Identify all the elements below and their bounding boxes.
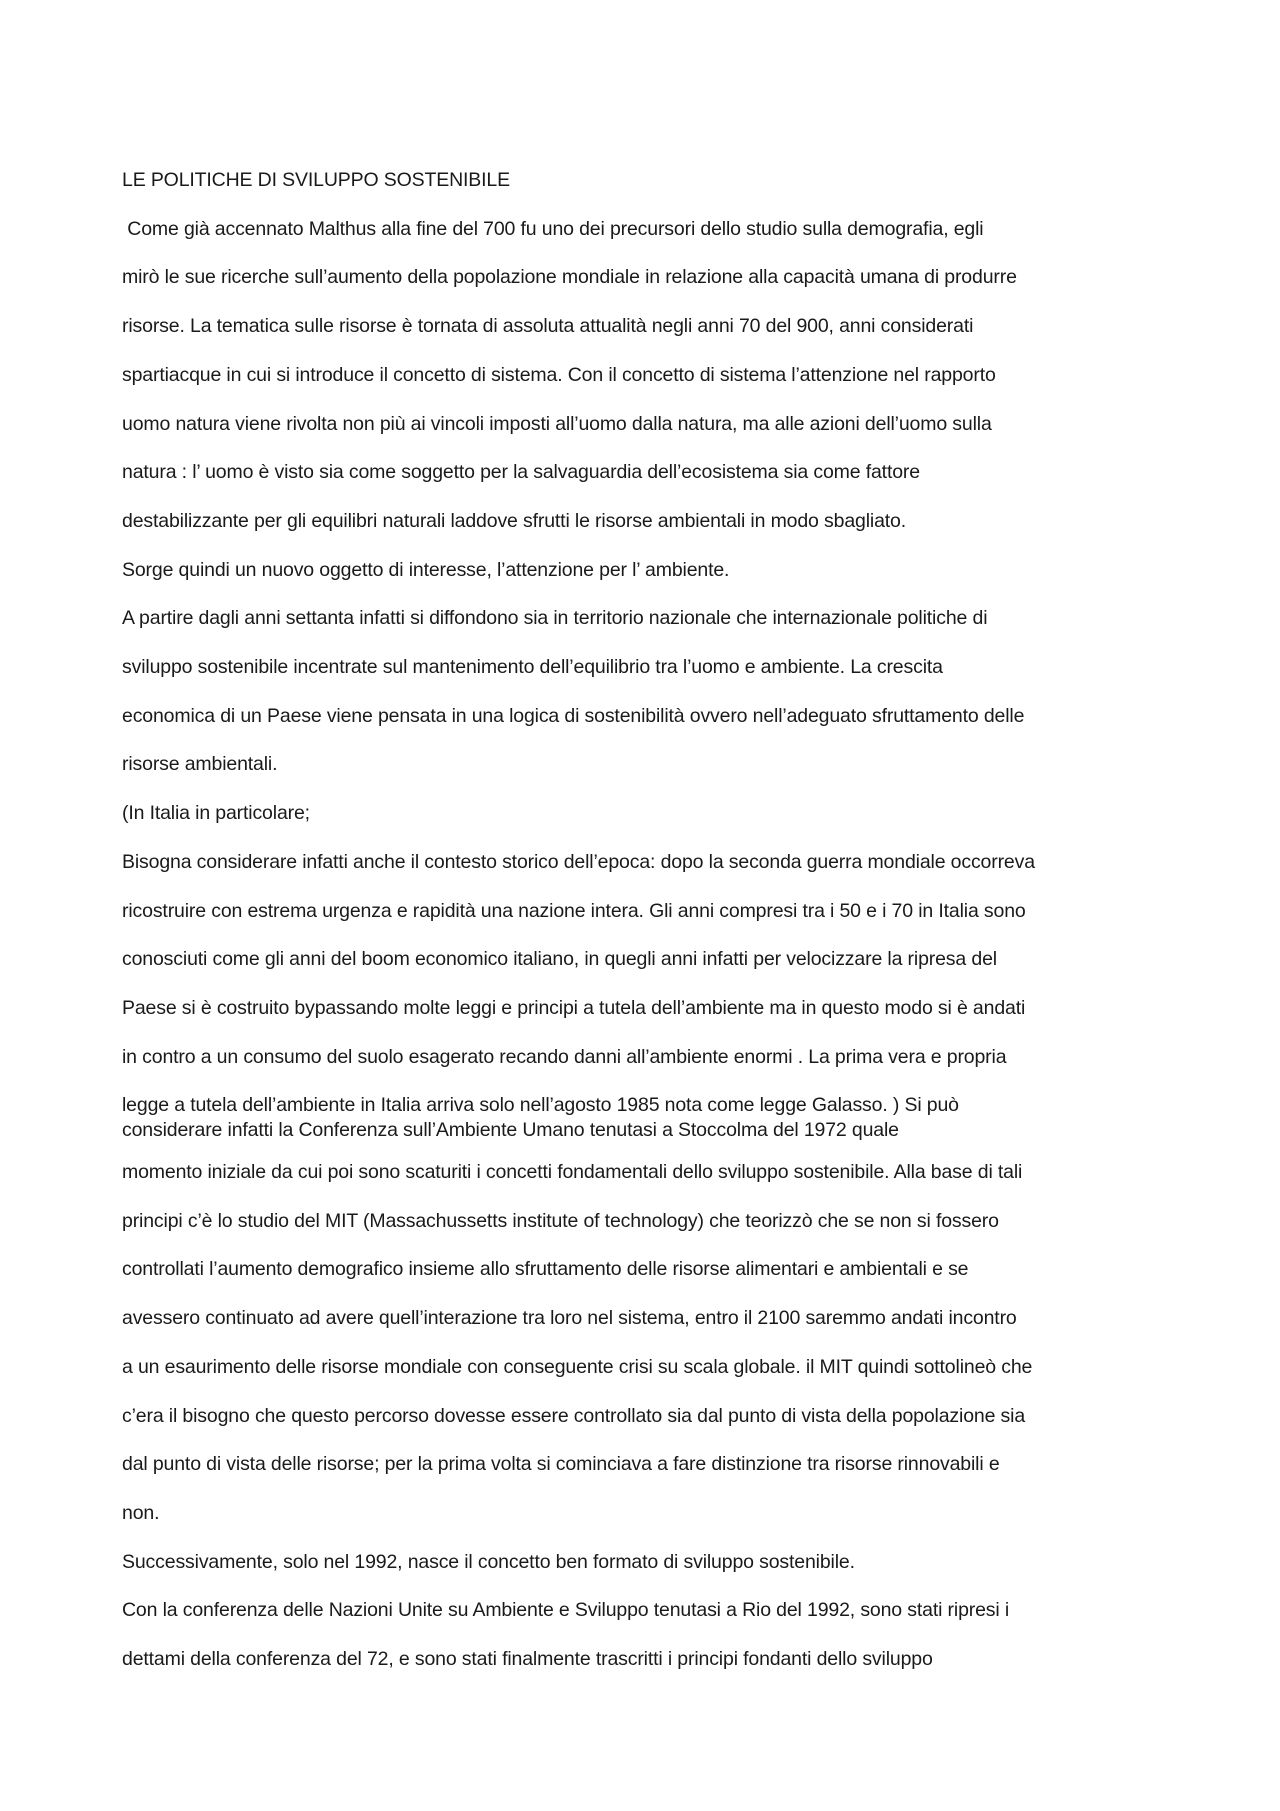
text-line: ricostruire con estrema urgenza e rapidità una nazione intera. Gli anni compresi tra i 50 e i 70 in Italia sono [122,899,1026,922]
document-body [122,156,1172,1684]
text-line: dal punto di vista delle risorse; per la prima volta si cominciava a fare distinzione tra risorse rinnovabili e [122,1453,1000,1476]
text-line: (In Italia in particolare; [122,802,310,825]
text-line: economica di un Paese viene pensata in una logica di sostenibilità ovvero nell’adeguato sfruttamento delle [122,704,1025,727]
text-line: a un esaurimento delle risorse mondiale con conseguente crisi su scala globale. il MIT quindi sottolineò che [122,1355,1033,1378]
text-line: uomo natura viene rivolta non più ai vincoli imposti all’uomo dalla natura, ma alle azioni dell’uomo sulla [122,412,992,435]
text-line: principi c’è lo studio del MIT (Massachussetts institute of technology) che teorizzò che se non si fossero [122,1209,999,1232]
text-line: momento iniziale da cui poi sono scaturiti i concetti fondamentali dello sviluppo sostenibile. Alla base di tali [122,1161,1023,1184]
text-line: mirò le sue ricerche sull’aumento della popolazione mondiale in relazione alla capacità umana di produrre [122,266,1017,289]
text-line: conosciuti come gli anni del boom economico italiano, in quegli anni infatti per velocizzare la ripresa del [122,948,997,971]
text-line: Sorge quindi un nuovo oggetto di interesse, l’attenzione per l’ ambiente. [122,558,730,581]
text-line: A partire dagli anni settanta infatti si diffondono sia in territorio nazionale che internazionale politiche di [122,607,988,630]
text-line: non. [122,1501,160,1524]
text-line: considerare infatti la Conferenza sull’Ambiente Umano tenutasi a Stoccolma del 1972 quale [122,1119,899,1142]
text-line: in contro a un consumo del suolo esagerato recando danni all’ambiente enormi . La prima vera e propria [122,1045,1007,1068]
text-line: destabilizzante per gli equilibri naturali laddove sfrutti le risorse ambientali in modo sbagliato. [122,509,906,532]
text-line: risorse. La tematica sulle risorse è tornata di assoluta attualità negli anni 70 del 900, anni considerati [122,315,974,338]
text-line: sviluppo sostenibile incentrate sul mantenimento dell’equilibrio tra l’uomo e ambiente. La crescita [122,656,943,679]
text-line: natura : l’ uomo è visto sia come soggetto per la salvaguardia dell’ecosistema sia come fattore [122,461,920,484]
text-line: c’era il bisogno che questo percorso dovesse essere controllato sia dal punto di vista della popolazione sia [122,1404,1026,1427]
text-line: Successivamente, solo nel 1992, nasce il concetto ben formato di sviluppo sostenibile. [122,1550,855,1573]
text-line: legge a tutela dell’ambiente in Italia arriva solo nell’agosto 1985 nota come legge Galasso. ) Si può [122,1094,959,1117]
text-line: Con la conferenza delle Nazioni Unite su Ambiente e Sviluppo tenutasi a Rio del 1992, sono stati ripresi i [122,1599,1010,1622]
text-line: avessero continuato ad avere quell’interazione tra loro nel sistema, entro il 2100 saremmo andati incontro [122,1307,1017,1330]
text-line: Come già accennato Malthus alla fine del 700 fu uno dei precursori dello studio sulla demografia, egli [122,217,984,240]
text-line: risorse ambientali. [122,753,278,776]
document-title: LE POLITICHE DI SVILUPPO SOSTENIBILE [122,169,510,191]
text-line: Paese si è costruito bypassando molte leggi e principi a tutela dell’ambiente ma in questo modo si è andati [122,996,1026,1019]
text-line: Bisogna considerare infatti anche il contesto storico dell’epoca: dopo la seconda guerra mondiale occorreva [122,850,1035,873]
text-line: dettami della conferenza del 72, e sono stati finalmente trascritti i principi fondanti dello sviluppo [122,1648,933,1671]
text-line: controllati l’aumento demografico insieme allo sfruttamento delle risorse alimentari e ambientali e se [122,1258,969,1281]
text-line: spartiacque in cui si introduce il concetto di sistema. Con il concetto di sistema l’attenzione nel rapporto [122,363,996,386]
